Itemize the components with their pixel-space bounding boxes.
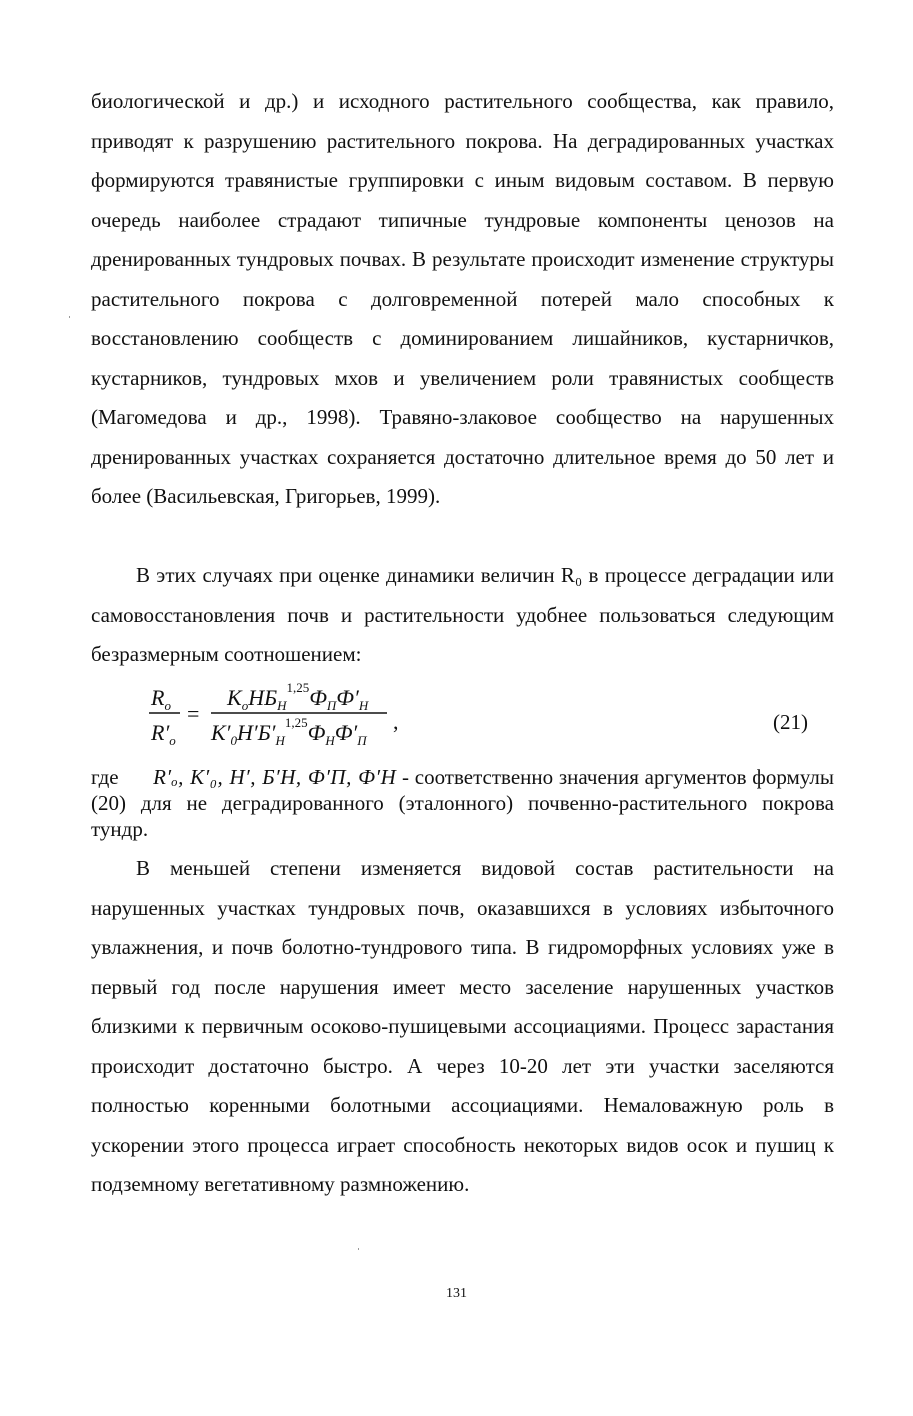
den-phi1-sub: Н: [325, 733, 335, 748]
svg-text:KoНБН1,25ФПФ′Н: [226, 680, 369, 713]
svg-text:Ro: [150, 685, 171, 713]
svg-text:R′o: [150, 720, 176, 748]
where-symbols: R′ₒ, K′₀, H′, Б′Н, Ф′П, Ф′Н: [153, 765, 397, 789]
num-power: 1,25: [286, 680, 310, 695]
equals-sign: =: [187, 701, 200, 726]
num-hb-sub: Н: [277, 698, 287, 713]
num-phi1-sub: П: [326, 698, 337, 713]
den-phi1: Ф: [307, 720, 326, 745]
den-phi2-sub: П: [357, 733, 367, 748]
paragraph-hydromorphic-conditions: В меньшей степени изменяется видовой состав растительности на нарушенных участках тундровых почв, оказавшихся в условиях избыточного увлажнения, и почв болотно-тундрового типа. В гидроморфных условиях уже в первый год после нарушения имеет место заселение нарушенных участков близкими к первичным осоково-пушицевыми ассоциациями. Процесс зарастания происходит достаточно быстро. А через 10-20 лет эти участки заселяются полностью коренными болотными ассоциациями. Немаловажную роль в ускорении этого процесса играет способность некоторых видов осок и пушиц к подземному вегетативному размножению.: [91, 856, 834, 1196]
scan-speck: [358, 1248, 359, 1250]
den-b-sub: Н: [275, 733, 285, 748]
den-phi2: Ф′: [334, 720, 358, 745]
num-k-sub: o: [241, 698, 249, 713]
formula-graphic: [91, 677, 691, 757]
den-k: K′: [211, 720, 231, 745]
equation-number: (21): [773, 710, 808, 734]
scan-speck: [69, 316, 70, 318]
den-power: 1,25: [284, 715, 308, 730]
den-h: Н′: [237, 720, 258, 745]
den-b: Б′: [257, 720, 276, 745]
formula-21: [91, 677, 834, 757]
right-fraction: [210, 680, 387, 748]
page-number: 131: [446, 1286, 467, 1301]
left-numerator: R: [151, 685, 165, 710]
where-text: - соответственно значения аргументов формулы (20) для не деградированного (эталонного) почвенно-растительного покрова тундр.: [91, 765, 835, 841]
num-phi1: Ф: [309, 685, 327, 710]
paragraph-vegetation-degradation: биологической и др.) и исходного растительного сообщества, как правило, приводят к разрушению растительного покрова. На деградированных участках формируются травянистые группировки с иным видовым составом. В первую очередь наиболее страдают типичные тундровые компоненты ценозов на дренированных тундровых почвах. В результате происходит изменение структуры растительного покрова с долговременной потерей мало способных к восстановлению сообществ с доминированием лишайников, кустарничков, кустарников, тундровых мхов и увеличением роли травянистых сообществ (Магомедова и др., 1998). Травяно-злаковое сообщество на нарушенных дренированных участках сохраняется достаточно длительное время до 50 лет и более (Васильевская, Григорьев, 1999).: [91, 89, 834, 508]
num-k: K: [227, 685, 242, 710]
where-lead: где: [91, 765, 119, 789]
svg-text:K′0Н′Б′Н1,25ФНФ′П: [210, 715, 368, 748]
den-k-sub: 0: [230, 733, 237, 748]
num-phi2: Ф′: [336, 685, 359, 710]
formula-explanation: [91, 764, 834, 842]
left-denominator-sub: o: [169, 733, 176, 748]
paragraph-dynamics-intro: В этих случаях при оценке динамики величин R₀ в процессе деградации или самовосстановления почв и растительности удобнее пользоваться следующим безразмерным соотношением:: [91, 563, 834, 666]
left-denominator: R′: [151, 720, 170, 745]
num-hb: НБ: [248, 685, 278, 710]
left-fraction: [149, 685, 180, 748]
num-phi2-sub: Н: [358, 698, 369, 713]
formula-comma: ,: [393, 709, 399, 734]
left-numerator-sub: o: [164, 698, 171, 713]
